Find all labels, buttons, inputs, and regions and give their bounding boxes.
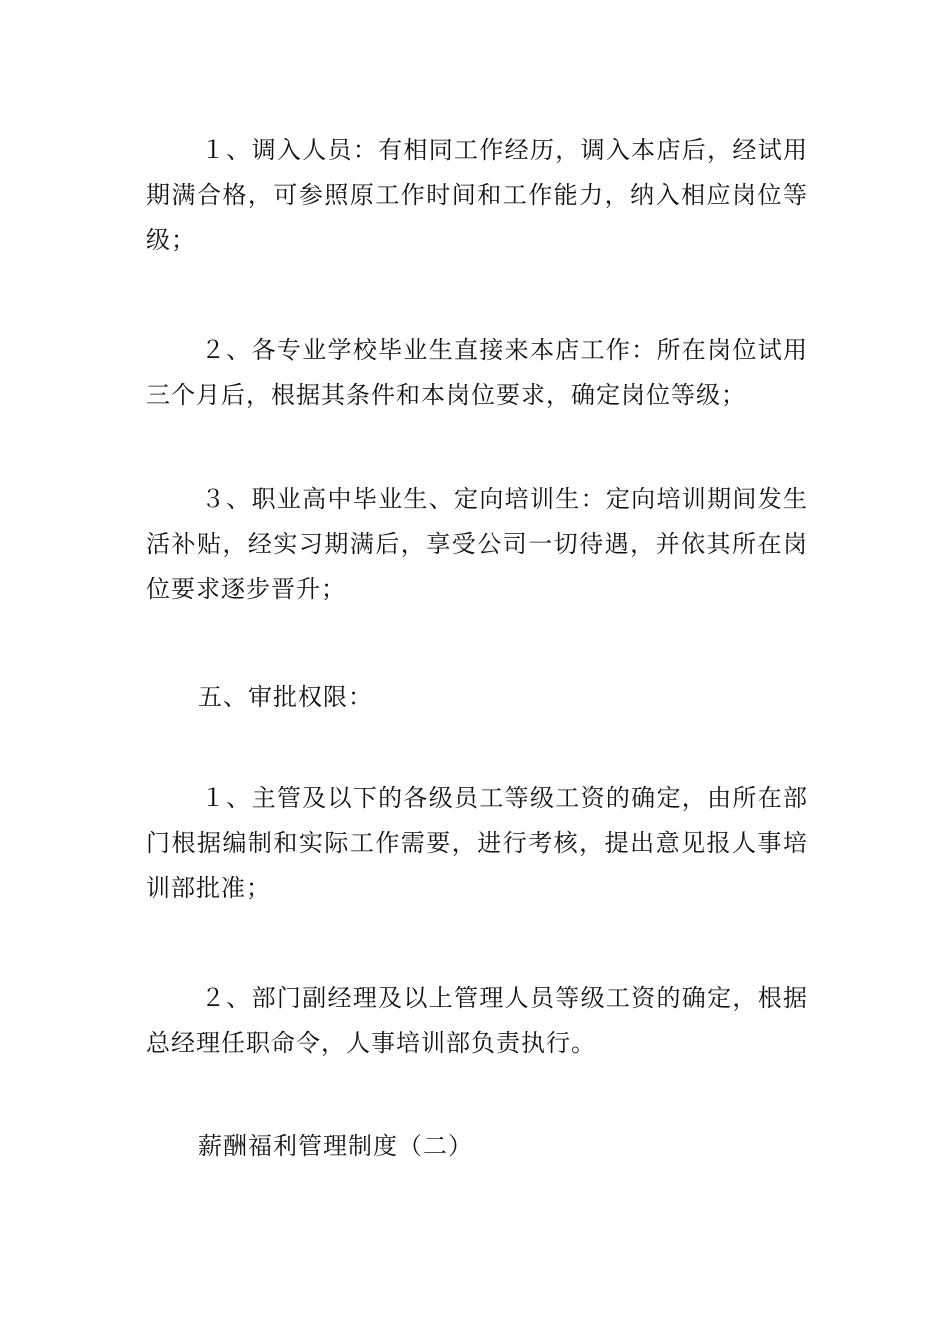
paragraph-school-graduates: ２、各专业学校毕业生直接来本店工作：所在岗位试用三个月后，根据其条件和本岗位要求，确定岗位等级； [146,336,808,409]
paragraph-supervisor-approval: １、主管及以下的各级员工等级工资的确定，由所在部门根据编制和实际工作需要，进行考核，提出意见报人事培训部批准； [146,784,808,902]
paragraph-transferred-staff: １、调入人员：有相同工作经历，调入本店后，经试用期满合格，可参照原工作时间和工作能力，纳入相应岗位等级； [146,136,808,254]
paragraph-manager-approval: ２、部门副经理及以上管理人员等级工资的确定，根据总经理任职命令，人事培训部负责执行。 [146,984,808,1057]
next-section-title: 薪酬福利管理制度（二） [198,1132,473,1160]
paragraph-vocational-graduates: ３、职业高中毕业生、定向培训生：定向培训期间发生活补贴，经实习期满后，享受公司一切待遇，并依其所在岗位要求逐步晋升； [146,485,808,603]
section-heading-approval-authority: 五、审批权限： [198,683,373,711]
